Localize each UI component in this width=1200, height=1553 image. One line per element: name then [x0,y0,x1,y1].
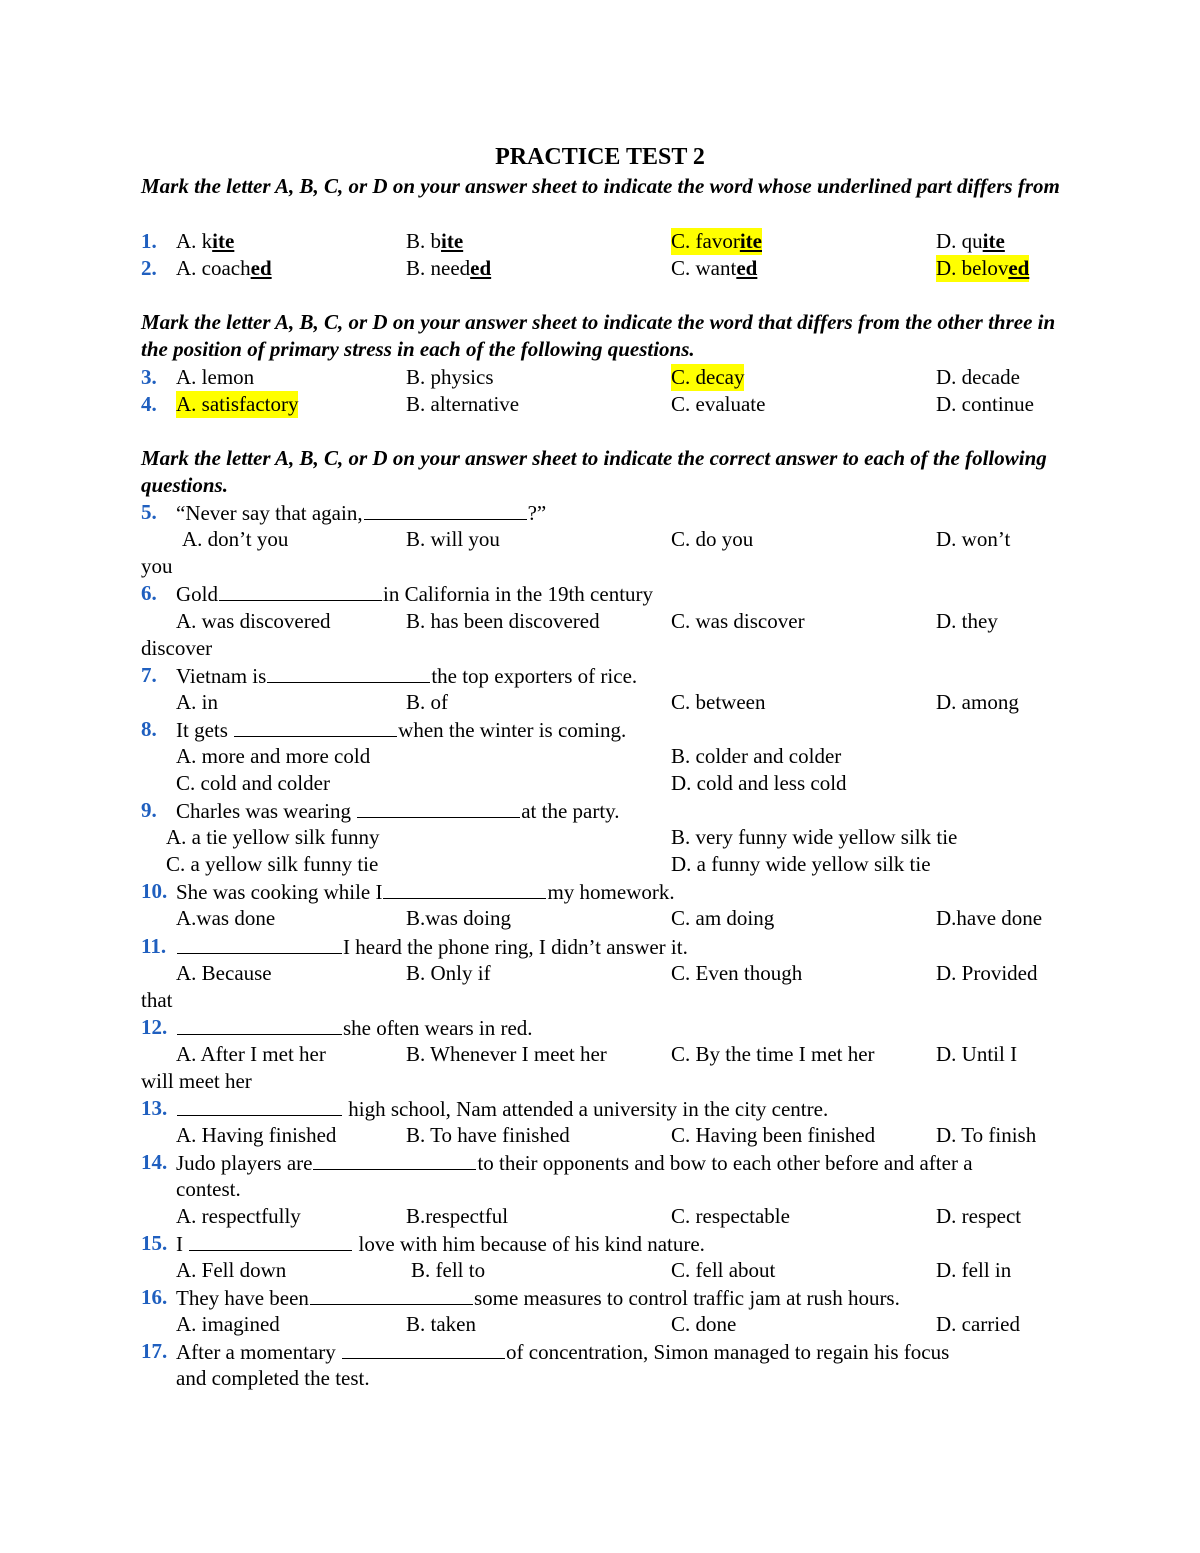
option-c: C. evaluate [671,392,766,416]
question-number: 6. [141,581,157,605]
question-16-stem [0,1284,1200,1311]
option-c: C. am doing [671,906,775,930]
question-14-stem [0,1149,1200,1176]
question-5-options [0,526,1200,553]
question-6-wrap [0,635,1200,662]
question-15-options [0,1257,1200,1284]
option-d: D. they [936,609,998,633]
option-d-continued: will meet her [141,1069,252,1093]
question-12-options [0,1041,1200,1068]
option-b: B. taken [406,1312,476,1336]
question-14-options [0,1203,1200,1230]
option-a: A. Having finished [176,1123,337,1147]
question-3 [0,364,1200,391]
question-7-stem [0,662,1200,689]
answer-blank [310,1284,473,1305]
question-9-stem [0,797,1200,824]
option-a: A. don’t you [182,527,289,551]
option-b: B.was doing [406,906,511,930]
option-d: D. among [936,690,1019,714]
question-text: I heard the phone ring, I didn’t answer it. [176,933,688,961]
option-c: C. cold and colder [176,771,330,795]
option-c: C. was discover [671,609,805,633]
question-text: It gets when the winter is coming. [176,718,627,742]
question-number: 15. [141,1231,168,1255]
option-d: D. a funny wide yellow silk tie [671,852,931,876]
option-b: B. alternative [406,392,520,416]
question-number: 11. [141,934,167,958]
option-d: D. Provided [936,961,1038,985]
option-b: B. will you [406,527,500,551]
question-text-continued: contest. [176,1177,241,1201]
question-text: Charles was wearing at the party. [176,799,620,823]
option-a: A. was discovered [176,609,331,633]
question-number: 1. [141,229,157,253]
question-text: I love with him because of his kind nature. [176,1232,705,1256]
option-c: C. do you [671,527,754,551]
question-number: 4. [141,392,157,416]
question-5-wrap [0,553,1200,580]
answer-blank [267,662,430,683]
option-c: C. fell about [671,1258,776,1282]
question-number: 7. [141,663,157,687]
question-9-options-row1 [0,824,1200,851]
answer-blank [177,933,342,954]
question-number: 9. [141,798,157,822]
section3-instruction: Mark the letter A, B, C, or D on your answer sheet to indicate the correct answer to each of the following questions. [141,446,1047,497]
question-2 [0,255,1200,282]
option-a: A. lemon [176,365,255,389]
question-1 [0,228,1200,255]
option-b: B.respectful [406,1204,509,1228]
page-title: PRACTICE TEST 2 [495,144,705,170]
option-a: A. Fell down [176,1258,287,1282]
option-c-highlighted: C. favorite [671,229,762,253]
question-8-options-row2 [0,770,1200,797]
option-a: A. in [176,690,218,714]
option-c: C. between [671,690,766,714]
question-10-stem [0,878,1200,905]
section2-instruction: Mark the letter A, B, C, or D on your answer sheet to indicate the word that differs from the other three in the position of primary stress in each of the following questions. [141,310,1056,361]
question-text: They have been some measures to control traffic jam at rush hours. [176,1286,900,1310]
answer-blank [357,797,520,818]
option-b: B. has been discovered [406,609,600,633]
option-d-continued: that [141,988,173,1012]
question-16-options [0,1311,1200,1338]
option-d: D.have done [936,906,1043,930]
option-a: A. After I met her [176,1042,326,1066]
option-c: C. Even though [671,961,803,985]
answer-blank [177,1014,342,1035]
option-c: C. By the time I met her [671,1042,875,1066]
option-d: D. respect [936,1204,1022,1228]
question-12-stem [0,1014,1200,1041]
answer-blank [342,1338,505,1359]
question-number: 10. [141,879,168,903]
question-10-options [0,905,1200,932]
question-number: 5. [141,500,157,524]
option-d: D. won’t [936,527,1011,551]
question-11-options [0,960,1200,987]
option-d: D. continue [936,392,1034,416]
option-a: A.was done [176,906,276,930]
option-d-continued: you [141,554,173,578]
question-4 [0,391,1200,418]
option-a: A. kite [176,229,235,253]
question-number: 12. [141,1015,168,1039]
question-text: Judo players are to their opponents and bow to each other before and after a [176,1151,973,1175]
answer-blank [189,1230,352,1251]
question-text: After a momentary of concentration, Simon managed to regain his focus [176,1340,950,1364]
option-d: D. fell in [936,1258,1012,1282]
question-text: “Never say that again, ?” [176,501,547,525]
question-6-stem [0,580,1200,607]
question-text-continued: and completed the test. [176,1366,370,1390]
question-number: 13. [141,1096,168,1120]
option-c-highlighted: C. decay [671,365,745,389]
option-d: D. quite [936,229,1005,253]
question-number: 17. [141,1339,168,1363]
option-b: B. Only if [406,961,491,985]
question-number: 2. [141,256,157,280]
question-15-stem [0,1230,1200,1257]
option-d: D. To finish [936,1123,1037,1147]
question-8-stem [0,716,1200,743]
option-b: B. of [406,690,448,714]
option-a: A. more and more cold [176,744,371,768]
question-number: 14. [141,1150,168,1174]
question-text: she often wears in red. [176,1014,533,1042]
option-b: B. colder and colder [671,744,842,768]
option-b: B. physics [406,365,494,389]
question-13-stem [0,1095,1200,1122]
question-text: Vietnam is the top exporters of rice. [176,664,638,688]
question-6-options [0,608,1200,635]
answer-blank [177,1095,342,1116]
question-12-wrap [0,1068,1200,1095]
option-a: A. imagined [176,1312,280,1336]
option-d-highlighted: D. beloved [936,256,1030,280]
option-b: B. Whenever I meet her [406,1042,607,1066]
option-d: D. cold and less cold [671,771,847,795]
option-a: A. Because [176,961,272,985]
option-d-continued: discover [141,636,213,660]
option-b: B. bite [406,229,464,253]
option-b: B. needed [406,256,492,280]
option-c: C. a yellow silk funny tie [166,852,379,876]
option-c: C. wanted [671,256,758,280]
section1-instruction: Mark the letter A, B, C, or D on your answer sheet to indicate the word whose underlined part differs from [141,174,1060,198]
question-text: Gold in California in the 19th century [176,582,654,606]
option-b: B. To have finished [406,1123,570,1147]
question-17-stem [0,1338,1200,1365]
answer-blank [364,499,527,520]
question-number: 16. [141,1285,168,1309]
option-a-highlighted: A. satisfactory [176,392,299,416]
option-a: A. respectfully [176,1204,301,1228]
question-text: high school, Nam attended a university in the city centre. [176,1095,828,1123]
answer-blank [234,716,397,737]
question-text: She was cooking while I my homework. [176,880,675,904]
option-b: B. fell to [411,1258,486,1282]
question-11-stem [0,933,1200,960]
option-d: D. decade [936,365,1020,389]
option-d: D. Until I [936,1042,1018,1066]
option-c: C. respectable [671,1204,790,1228]
answer-blank [219,580,382,601]
question-13-options [0,1122,1200,1149]
question-number: 8. [141,717,157,741]
question-number: 3. [141,365,157,389]
option-a: A. coached [176,256,272,280]
question-17-stem-wrap [0,1365,1200,1392]
option-c: C. Having been finished [671,1123,876,1147]
question-14-stem-wrap [0,1176,1200,1203]
answer-blank [313,1149,476,1170]
option-b: B. very funny wide yellow silk tie [671,825,958,849]
answer-blank [383,878,546,899]
question-9-options-row2 [0,851,1200,878]
option-d: D. carried [936,1312,1020,1336]
question-7-options [0,689,1200,716]
question-11-wrap [0,987,1200,1014]
option-a: A. a tie yellow silk funny [166,825,380,849]
question-8-options-row1 [0,743,1200,770]
option-c: C. done [671,1312,737,1336]
question-5-stem [0,499,1200,526]
